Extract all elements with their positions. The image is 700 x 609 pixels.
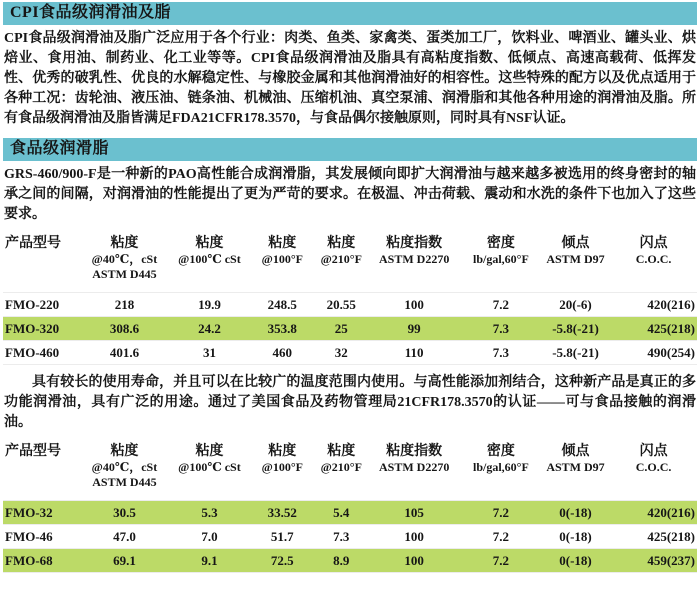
table-row <box>3 341 697 365</box>
column-header: 倾点 ASTM D97 <box>546 236 605 266</box>
table-row <box>3 501 697 525</box>
table-header-row <box>3 233 697 293</box>
spec-value-cell: 0(-18) <box>541 549 610 573</box>
column-header: 粘度 @100℃ cSt <box>178 236 241 266</box>
spec-value-cell: 420(216) <box>610 293 697 317</box>
spec-value-cell: 7.3 <box>315 525 367 549</box>
spec-value-cell: 32 <box>315 341 367 365</box>
spec-value-cell: 7.2 <box>461 501 541 525</box>
column-header: 粘度 @100°F <box>261 236 303 266</box>
spec-value-cell: 100 <box>367 293 461 317</box>
spec-value-cell: 100 <box>367 549 461 573</box>
grease-description-paragraph: GRS-460/900-F是一种新的PAO高性能合成润滑脂，其发展倾向即扩大润滑油与越来越多被选用的终身密封的轴承之间的间隔，对润滑油的性能提出了更为严苛的要求。在极温、冲击荷载、震动和水洗的条件下也加入了这些要求。 <box>4 167 696 222</box>
column-header: 闪点 C.O.C. <box>635 236 672 266</box>
spec-value-cell: 7.0 <box>170 525 250 549</box>
spec-value-cell: 459(237) <box>610 549 697 573</box>
spec-value-cell: 353.8 <box>249 317 315 341</box>
spec-value-cell: 99 <box>367 317 461 341</box>
section-title-food-grade-grease: 食品级润滑脂 <box>3 138 697 161</box>
section-title-cpi-food-grade-lubricants: CPI食品级润滑油及脂 <box>3 2 697 25</box>
column-header: 粘度指数 ASTM D2270 <box>378 444 450 474</box>
table-row <box>3 293 697 317</box>
column-header: 产品型号 <box>5 236 61 251</box>
spec-value-cell: 5.3 <box>170 501 250 525</box>
spec-value-cell: 19.9 <box>170 293 250 317</box>
spec-value-cell: 460 <box>249 341 315 365</box>
fmo-heavy-oil-spec-table <box>3 233 697 365</box>
fmo-light-oil-spec-table <box>3 441 697 573</box>
spec-value-cell: 30.5 <box>79 501 169 525</box>
product-model-cell: FMO-220 <box>3 293 79 317</box>
spec-value-cell: 47.0 <box>79 525 169 549</box>
column-header: 粘度指数 ASTM D2270 <box>378 236 450 266</box>
spec-value-cell: 69.1 <box>79 549 169 573</box>
spec-value-cell: 5.4 <box>315 501 367 525</box>
column-header: 粘度 @100℃ cSt <box>178 444 241 474</box>
product-model-cell: FMO-46 <box>3 525 79 549</box>
spec-value-cell: 51.7 <box>249 525 315 549</box>
spec-value-cell: 490(254) <box>610 341 697 365</box>
spec-value-cell: 20(-6) <box>541 293 610 317</box>
spec-value-cell: 0(-18) <box>541 501 610 525</box>
spec-value-cell: 420(216) <box>610 501 697 525</box>
spec-value-cell: -5.8(-21) <box>541 317 610 341</box>
column-header: 产品型号 <box>5 444 61 459</box>
spec-value-cell: 425(218) <box>610 317 697 341</box>
spec-value-cell: 0(-18) <box>541 525 610 549</box>
product-model-cell: FMO-320 <box>3 317 79 341</box>
spec-value-cell: -5.8(-21) <box>541 341 610 365</box>
spec-value-cell: 9.1 <box>170 549 250 573</box>
product-model-cell: FMO-68 <box>3 549 79 573</box>
table-header-row <box>3 441 697 501</box>
column-header: 粘度 @210°F <box>320 444 362 474</box>
spec-value-cell: 248.5 <box>249 293 315 317</box>
spec-value-cell: 7.2 <box>461 549 541 573</box>
column-header: 密度 lb/gal,60°F <box>472 444 529 474</box>
spec-value-cell: 7.2 <box>461 525 541 549</box>
spec-value-cell: 7.2 <box>461 293 541 317</box>
spec-value-cell: 308.6 <box>79 317 169 341</box>
column-header: 粘度 @210°F <box>320 236 362 266</box>
spec-value-cell: 105 <box>367 501 461 525</box>
spec-value-cell: 425(218) <box>610 525 697 549</box>
spec-value-cell: 218 <box>79 293 169 317</box>
column-header: 密度 lb/gal,60°F <box>472 236 529 266</box>
spec-value-cell: 33.52 <box>249 501 315 525</box>
spec-value-cell: 100 <box>367 525 461 549</box>
spec-value-cell: 24.2 <box>170 317 250 341</box>
column-header: 闪点 C.O.C. <box>635 444 672 474</box>
spec-value-cell: 31 <box>170 341 250 365</box>
column-header: 倾点 ASTM D97 <box>546 444 605 474</box>
spec-value-cell: 72.5 <box>249 549 315 573</box>
spec-value-cell: 110 <box>367 341 461 365</box>
spec-value-cell: 25 <box>315 317 367 341</box>
column-header: 粘度 @40℃，cSt ASTM D445 <box>91 236 158 281</box>
spec-value-cell: 7.3 <box>461 341 541 365</box>
table-row <box>3 317 697 341</box>
spec-value-cell: 7.3 <box>461 317 541 341</box>
spec-value-cell: 20.55 <box>315 293 367 317</box>
product-model-cell: FMO-32 <box>3 501 79 525</box>
middle-description-paragraph: 具有较长的使用寿命，并且可以在比较广的温度范围内使用。与高性能添加剂结合，这种新产品是真正的多功能润滑油，具有广泛的用途。通过了美国食品及药物管理局21CFR178.3570的认证——可与食品接触的润滑油。 <box>4 375 696 430</box>
cpi-intro-paragraph: CPI食品级润滑油及脂广泛应用于各个行业：肉类、鱼类、家禽类、蛋类加工厂，饮料业、啤酒业、罐头业、烘焙业、食用油、制药业、化工业等等。CPI食品级润滑油及脂具有高粘度指数、低倾点、高速高载荷、低挥发性、优秀的破乳性、优良的水解稳定性、与橡胶金属和其他润滑油好的相容性。这些特殊的配方以及优点适用于各种工况：齿轮油、液压油、链条油、机械油、压缩机油、真空泵浦、润滑脂和其他各种用途的润滑油及脂。所有食品级润滑油及脂皆满足FDA21CFR178.3570，与食品偶尔接触原则，同时具有NSF认证。 <box>4 31 696 126</box>
product-model-cell: FMO-460 <box>3 341 79 365</box>
table-row <box>3 549 697 573</box>
column-header: 粘度 @100°F <box>261 444 303 474</box>
spec-value-cell: 8.9 <box>315 549 367 573</box>
column-header: 粘度 @40℃，cSt ASTM D445 <box>91 444 158 489</box>
table-row <box>3 525 697 549</box>
spec-value-cell: 401.6 <box>79 341 169 365</box>
